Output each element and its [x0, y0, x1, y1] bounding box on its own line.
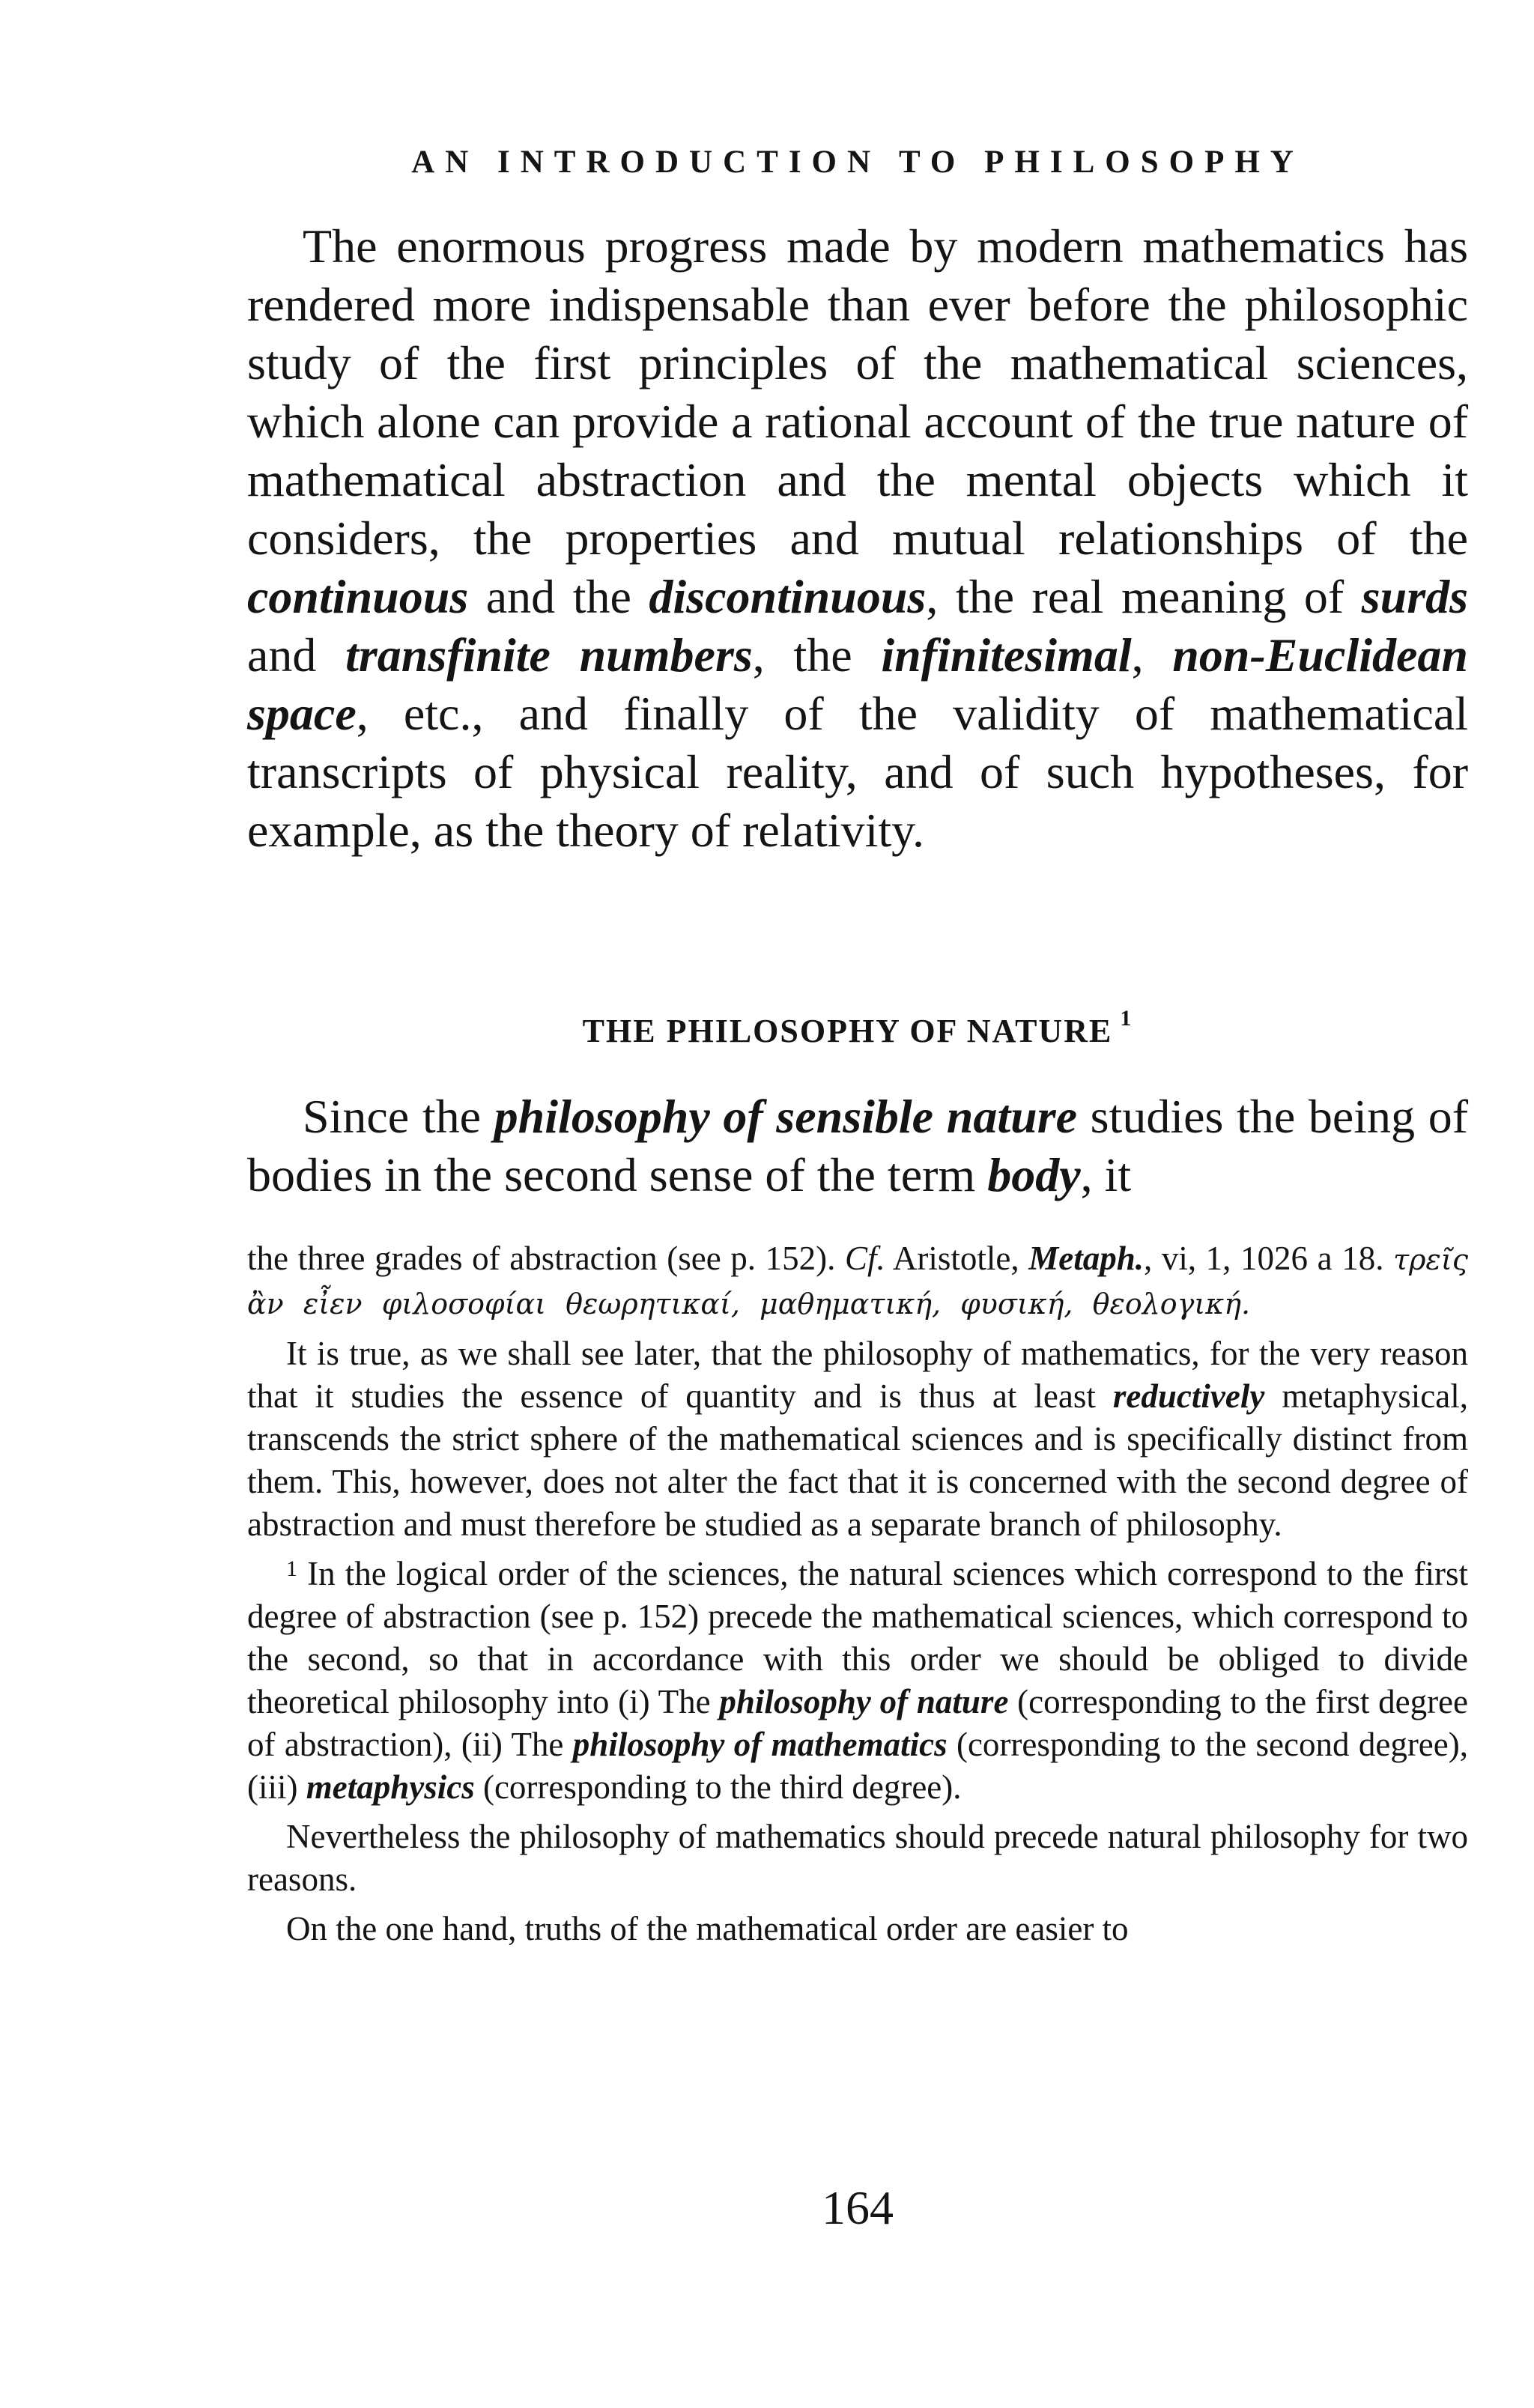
text-run: Aristotle, [885, 1240, 1029, 1277]
text-run: , [1131, 628, 1173, 682]
text-run: the three grades of abstraction (see p. 152). [247, 1240, 845, 1277]
paragraph-text [247, 217, 1468, 860]
text-run: Since the [303, 1090, 494, 1143]
italic-cf: Cf. [844, 1240, 885, 1277]
italic-term-non-euclidean-space: non-Euclidean space [247, 628, 1469, 740]
italic-term-philosophy-of-sensible-nature: philosophy of sensible nature [494, 1090, 1077, 1143]
italic-term-surds: surds [1361, 570, 1468, 623]
italic-philosophy-of-nature: philosophy of nature [719, 1683, 1009, 1720]
text-run: (corresponding to the third degree). [474, 1768, 962, 1806]
text-run: metaphysical, transcends the strict sphere of the mathematical sciences and is specifically distinct from them. This, however, does not alter the fact that it is concerned with the second degree of abstraction and must therefore be studied as a separate branch of philosophy. [247, 1377, 1468, 1543]
footnote-reference-mark: 1 [1120, 1006, 1133, 1031]
paragraph-text [247, 1088, 1468, 1204]
text-run: , the [752, 628, 882, 682]
text-run: , the real meaning of [926, 570, 1362, 623]
page-number: 164 [822, 2181, 894, 2234]
text-run: studies the being of bodies in the second sense of the term [247, 1090, 1469, 1201]
text-run: , etc., and finally of the validity of mathematical transcripts of physical reality, and of such hypotheses, for example, as the theory of relativity. [247, 687, 1468, 857]
italic-term-transfinite-numbers: transfinite numbers [345, 628, 753, 682]
text-run: and [247, 628, 346, 682]
italic-term-body: body [987, 1148, 1081, 1201]
text-run: and the [468, 570, 649, 623]
italic-reductively: reductively [1112, 1377, 1265, 1415]
italic-metaphysics: metaphysics [306, 1768, 475, 1806]
text-run: (corresponding to the first degree of abstraction), (ii) The [247, 1683, 1468, 1763]
footnote-number: 1 [286, 1556, 297, 1581]
text-run: It is true, as we shall see later, that the philosophy of mathematics, for the very reason that it studies the essence of quantity and is thus at least [247, 1335, 1468, 1415]
footnotes [247, 1237, 1468, 1957]
greek-quotation: τρεῖς ἂν εἶεν φιλοσοφίαι θεωρητικαί, μαθηματική, φυσική, θεολογική. [247, 1243, 1468, 1320]
text-run: , it [1080, 1148, 1132, 1201]
footnote-paragraph: Nevertheless the philosophy of mathematics should precede natural philosophy for two reasons. [247, 1818, 1468, 1898]
italic-term-infinitesimal: infinitesimal [881, 628, 1132, 682]
text-run: The enormous progress made by modern mathematics has rendered more indispensable than ever before the philosophic study of the first principles of the mathematical sciences, which alone can provide a rational account of the true nature of mathematical abstraction and the mental objects which it considers, the properties and mutual relationships of the [247, 219, 1468, 565]
footnote-1 [247, 1553, 1468, 1809]
main-paragraph-nature [247, 1088, 1468, 1204]
main-paragraph-mathematics [247, 217, 1468, 860]
footnote-continuation [247, 1237, 1468, 1326]
italic-philosophy-of-mathematics: philosophy of mathematics [572, 1726, 948, 1763]
footnote-paragraph [247, 1332, 1468, 1546]
section-heading [247, 1006, 1468, 1050]
text-run: , vi, 1, 1026 a 18. [1143, 1240, 1394, 1277]
italic-term-discontinuous: discontinuous [649, 570, 927, 623]
section-heading-text: THE PHILOSOPHY OF NATURE [582, 1013, 1113, 1049]
text-run: In the logical order of the sciences, the natural sciences which correspond to the first degree of abstraction (see p. 152) precede the mathematical sciences, which correspond to the second, so that in accordance with this order we should be obliged to divide theoretical philosophy into (i) The [247, 1555, 1468, 1720]
text-run: (corresponding to the second degree), (iii) [247, 1726, 1468, 1806]
italic-term-continuous: continuous [247, 570, 469, 623]
italic-metaph: Metaph. [1028, 1240, 1144, 1277]
footnote-paragraph: On the one hand, truths of the mathematical order are easier to [286, 1910, 1129, 1947]
running-head: AN INTRODUCTION TO PHILOSOPHY [411, 145, 1304, 180]
